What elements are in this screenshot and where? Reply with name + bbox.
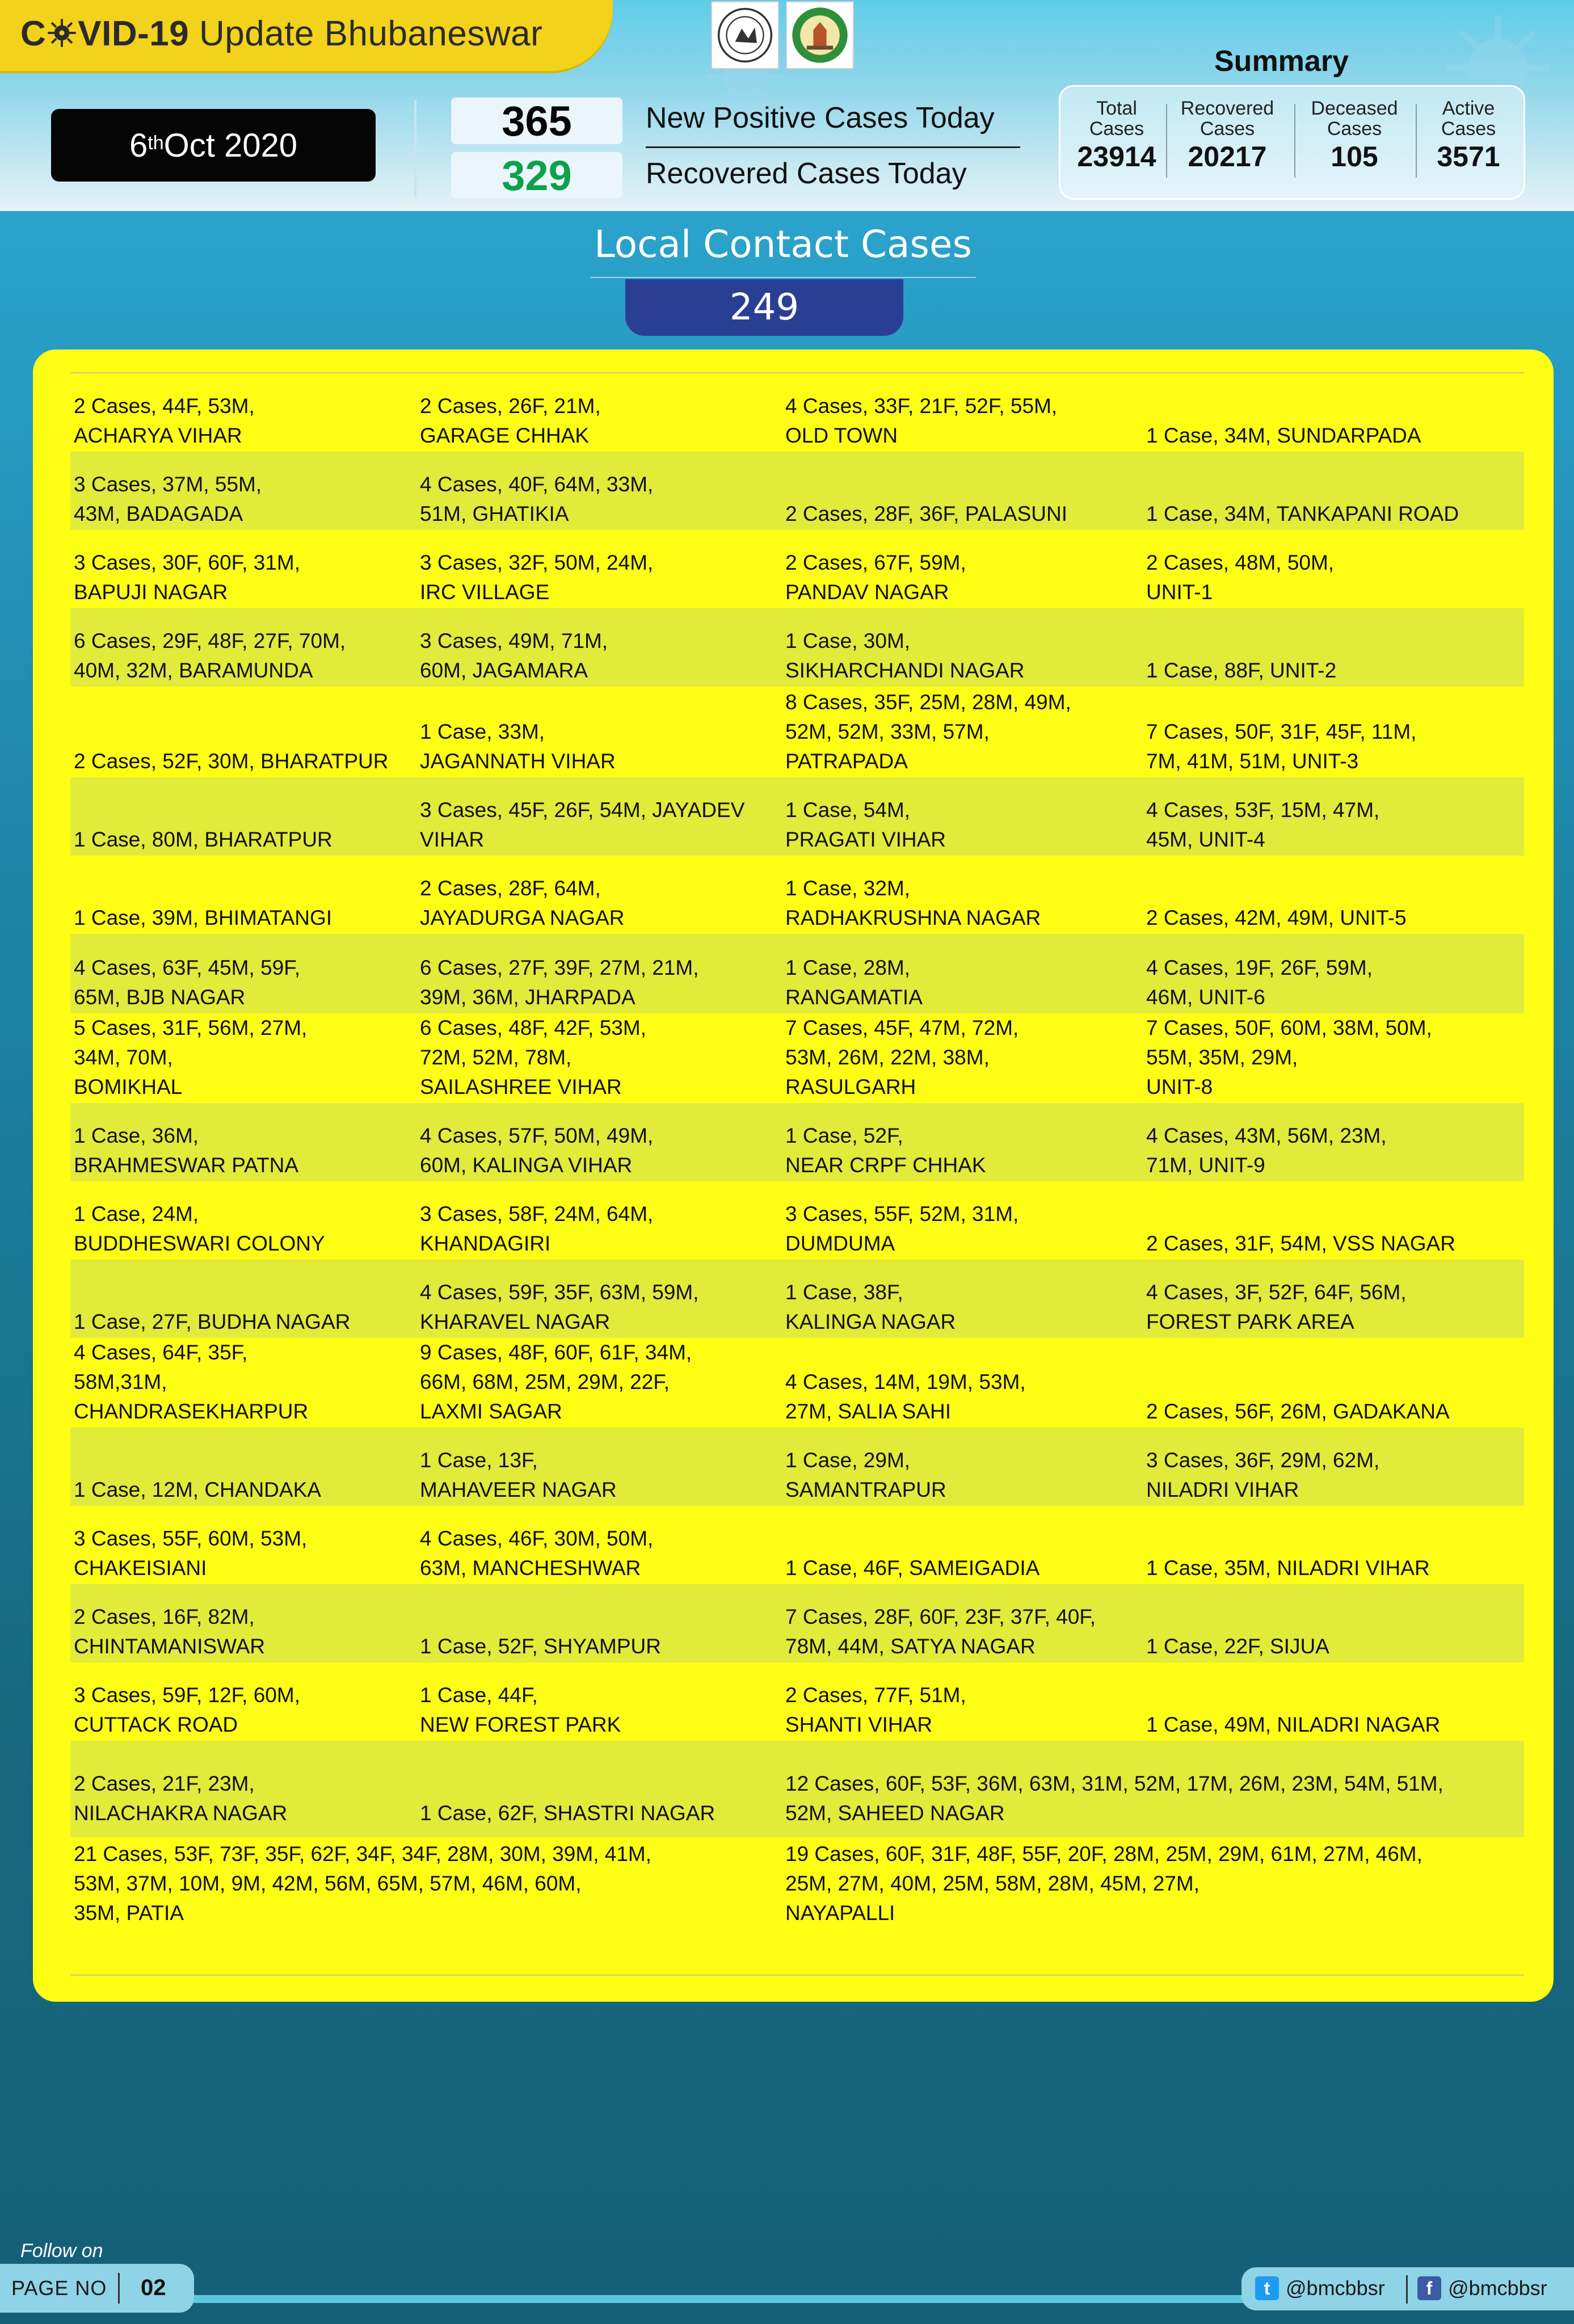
header-divider (414, 100, 416, 196)
table-cell: 2 Cases, 52F, 30M, BHARATPUR (74, 750, 389, 773)
table-row (70, 452, 1524, 530)
cases-table-panel (33, 350, 1554, 2002)
twitter-link[interactable] (1255, 2276, 1385, 2300)
table-cell: 2 Cases, 28F, 36F, PALASUNI (785, 502, 1067, 525)
table-cell: 7 Cases, 45F, 47M, 72M, 53M, 26M, 22M, 38M, RASULGARH (785, 1016, 1019, 1098)
table-cell: 9 Cases, 48F, 60F, 61F, 34M, 66M, 68M, 25M, 29M, 22F, LAXMI SAGAR (420, 1341, 692, 1423)
header (0, 0, 1574, 211)
table-cell: 1 Case, 27F, BUDHA NAGAR (74, 1310, 351, 1333)
table-row (70, 1260, 1524, 1338)
table-cell: 1 Case, 44F, NEW FOREST PARK (420, 1683, 621, 1736)
table-cell: 3 Cases, 59F, 12F, 60M, CUTTACK ROAD (74, 1683, 300, 1736)
table-cell: 4 Cases, 46F, 30M, 50M, 63M, MANCHESHWAR (420, 1527, 654, 1580)
table-row (70, 1013, 1524, 1103)
table-cell: 1 Case, 88F, UNIT-2 (1146, 659, 1337, 682)
page-number: 02 (141, 2275, 166, 2300)
social-divider (1406, 2275, 1408, 2304)
table-cell: 1 Case, 29M, SAMANTRAPUR (785, 1449, 946, 1501)
table-cell: 1 Case, 32M, RADHAKRUSHNA NAGAR (785, 877, 1041, 929)
table-cell: 3 Cases, 55F, 52M, 31M, DUMDUMA (785, 1202, 1019, 1255)
table-cell: 2 Cases, 48M, 50M, UNIT-1 (1146, 551, 1335, 604)
table-cell: 1 Case, 39M, BHIMATANGI (74, 906, 333, 929)
table-cell: 4 Cases, 33F, 21F, 52F, 55M, OLD TOWN (785, 394, 1058, 447)
table-cell: 2 Cases, 31F, 54M, VSS NAGAR (1146, 1232, 1455, 1255)
table-cell: 1 Case, 46F, SAMEIGADIA (785, 1556, 1040, 1580)
table-cell: 4 Cases, 59F, 35F, 63M, 59M, KHARAVEL NAGAR (420, 1281, 699, 1333)
table-cell: 2 Cases, 26F, 21M, GARAGE CHHAK (420, 394, 601, 447)
table-cell: 1 Case, 80M, BHARATPUR (74, 828, 333, 851)
table-cell: 7 Cases, 28F, 60F, 23F, 37F, 40F, 78M, 44M, SATYA NAGAR (785, 1605, 1096, 1658)
twitter-handle: @bmcbbsr (1286, 2276, 1385, 2300)
table-cell: 6 Cases, 48F, 42F, 53M, 72M, 52M, 78M, SAILASHREE VIHAR (420, 1016, 646, 1098)
table-cell: 3 Cases, 36F, 29M, 62M, NILADRI VIHAR (1146, 1449, 1380, 1501)
table-cell: 4 Cases, 14M, 19M, 53M, 27M, SALIA SAHI (785, 1370, 1026, 1423)
header-separator (646, 146, 1020, 148)
table-cell: 1 Case, 52F, SHYAMPUR (420, 1635, 661, 1658)
table-cell: 2 Cases, 56F, 26M, GADAKANA (1146, 1400, 1450, 1423)
table-row (70, 608, 1524, 687)
page-label: PAGE NO (11, 2276, 107, 2300)
twitter-icon: t (1255, 2276, 1279, 2300)
table-cell: 1 Case, 30M, SIKHARCHANDI NAGAR (785, 629, 1025, 682)
page-number-tab (0, 2264, 194, 2313)
summary-active: Active Cases 3571 (1437, 98, 1500, 172)
table-row (70, 1181, 1524, 1260)
table-row (70, 1103, 1524, 1181)
table-row (70, 777, 1524, 856)
table-cell: 3 Cases, 30F, 60F, 31M, BAPUJI NAGAR (74, 551, 300, 604)
table-row (70, 1662, 1524, 1741)
table-cell: 7 Cases, 50F, 31F, 45F, 11M, 7M, 41M, 51M, UNIT-3 (1146, 720, 1417, 773)
table-cell: 1 Case, 38F, KALINGA NAGAR (785, 1281, 956, 1333)
social-links (1241, 2267, 1574, 2310)
table-cell: 1 Case, 34M, SUNDARPADA (1146, 424, 1421, 447)
odisha-government-logo (711, 1, 779, 69)
table-cell: 1 Case, 49M, NILADRI NAGAR (1146, 1713, 1441, 1736)
table-cell: 1 Case, 12M, CHANDAKA (74, 1478, 321, 1501)
table-cell: 4 Cases, 3F, 52F, 64F, 56M, FOREST PARK AREA (1146, 1281, 1407, 1333)
summary-total: Total Cases 23914 (1077, 98, 1156, 172)
table-cell: 3 Cases, 32F, 50M, 24M, IRC VILLAGE (420, 551, 654, 604)
title-covid: VID-19 (78, 14, 190, 53)
table-cell: 3 Cases, 55F, 60M, 53M, CHAKEISIANI (74, 1527, 308, 1580)
page-divider (118, 2273, 120, 2304)
table-cell: 1 Case, 22F, SIJUA (1146, 1635, 1329, 1658)
table-cell: 4 Cases, 53F, 15M, 47M, 45M, UNIT-4 (1146, 798, 1380, 851)
table-cell: 1 Case, 35M, NILADRI VIHAR (1146, 1556, 1430, 1580)
table-cell: 19 Cases, 60F, 31F, 48F, 55F, 20F, 28M, 25M, 29M, 61M, 27M, 46M, 25M, 27M, 40M, 25M, 58M, 28M, 45M, 27M, NAYAPALLI (785, 1842, 1423, 1925)
title-c: C (20, 14, 47, 53)
table-cell: 4 Cases, 43M, 56M, 23M, 71M, UNIT-9 (1146, 1124, 1387, 1177)
table-cell: 7 Cases, 50F, 60M, 38M, 50M, 55M, 35M, 29M, UNIT-8 (1146, 1016, 1432, 1098)
summary-divider (1166, 104, 1167, 178)
table-cell: 2 Cases, 21F, 23M, NILACHAKRA NAGAR (74, 1772, 288, 1825)
table-cell: 3 Cases, 49M, 71M, 60M, JAGAMARA (420, 629, 608, 682)
summary-deceased: Deceased Cases 105 (1311, 98, 1398, 172)
local-contact-count: 249 (625, 279, 903, 336)
table-cell: 3 Cases, 58F, 24M, 64M, KHANDAGIRI (420, 1202, 654, 1255)
table-cell: 4 Cases, 19F, 26F, 59M, 46M, UNIT-6 (1146, 956, 1373, 1009)
table-row (70, 1837, 1524, 1951)
summary-box (1059, 85, 1525, 200)
summary-recovered: Recovered Cases 20217 (1180, 98, 1274, 172)
table-cell: 1 Case, 13F, MAHAVEER NAGAR (420, 1449, 617, 1501)
table-cell: 5 Cases, 31F, 56M, 27M, 34M, 70M, BOMIKHAL (74, 1016, 308, 1098)
table-row (70, 530, 1524, 608)
table-cell: 6 Cases, 29F, 48F, 27F, 70M, 40M, 32M, BARAMUNDA (74, 629, 346, 682)
table-cell: 4 Cases, 40F, 64M, 33M, 51M, GHATIKIA (420, 473, 654, 525)
local-contact-title: Local Contact Cases (594, 222, 972, 266)
table-cell: 8 Cases, 35F, 25M, 28M, 49M, 52M, 52M, 33M, 57M, PATRAPADA (785, 691, 1071, 773)
new-positive-count: 365 (451, 98, 622, 144)
table-cell: 1 Case, 28M, RANGAMATIA (785, 956, 923, 1009)
new-positive-label: New Positive Cases Today (646, 102, 995, 134)
summary-title: Summary (1214, 45, 1349, 78)
local-contact-underline (590, 277, 976, 278)
table-cell: 4 Cases, 64F, 35F, 58M,31M, CHANDRASEKHARPUR (74, 1341, 309, 1423)
table-cell: 2 Cases, 77F, 51M, SHANTI VIHAR (785, 1683, 966, 1736)
table-cell: 2 Cases, 44F, 53M, ACHARYA VIHAR (74, 394, 255, 447)
table-row (70, 1741, 1524, 1837)
table-cell: 4 Cases, 63F, 45M, 59F, 65M, BJB NAGAR (74, 956, 300, 1009)
table-cell: 1 Case, 52F, NEAR CRPF CHHAK (785, 1124, 986, 1177)
table-row (70, 1338, 1524, 1428)
table-bottom-line (70, 1974, 1524, 1976)
table-cell: 4 Cases, 57F, 50M, 49M, 60M, KALINGA VIHAR (420, 1124, 654, 1177)
table-row (70, 1584, 1524, 1662)
table-row (70, 934, 1524, 1013)
table-cell: 12 Cases, 60F, 53F, 36M, 63M, 31M, 52M, 17M, 26M, 23M, 54M, 51M, 52M, SAHEED NAGAR (785, 1772, 1443, 1825)
recovered-label: Recovered Cases Today (646, 157, 967, 190)
table-row (70, 1506, 1524, 1584)
table-cell: 21 Cases, 53F, 73F, 35F, 62F, 34F, 34F, 28M, 30M, 39M, 41M, 53M, 37M, 10M, 9M, 42M, 56M, 65M, 57M, 46M, 60M, 35M, PATIA (74, 1842, 652, 1925)
summary-divider (1416, 104, 1417, 178)
table-cell: 1 Case, 54M, PRAGATI VIHAR (785, 798, 946, 851)
table-cell: 2 Cases, 42M, 49M, UNIT-5 (1146, 906, 1407, 929)
report-date: 6 $^{th}$ Oct 2020 (51, 109, 376, 182)
table-row (70, 687, 1524, 777)
table-row (70, 373, 1524, 452)
title-banner (0, 0, 613, 71)
table-cell: 3 Cases, 37M, 55M, 43M, BADAGADA (74, 473, 262, 525)
table-row (70, 856, 1524, 934)
virus-icon (46, 17, 78, 49)
page-title (20, 14, 542, 54)
facebook-link[interactable] (1417, 2276, 1547, 2300)
table-cell: 1 Case, 62F, SHASTRI NAGAR (420, 1801, 716, 1825)
bmc-logo (786, 1, 854, 69)
table-row (70, 1428, 1524, 1506)
table-cell: 1 Case, 34M, TANKAPANI ROAD (1146, 502, 1459, 525)
table-cell: 1 Case, 33M, JAGANNATH VIHAR (420, 720, 616, 773)
follow-on-label: Follow on (20, 2240, 103, 2262)
summary-divider (1294, 104, 1295, 178)
table-cell: 2 Cases, 28F, 64M, JAYADURGA NAGAR (420, 877, 625, 929)
facebook-icon: f (1417, 2276, 1441, 2300)
facebook-handle: @bmcbbsr (1448, 2276, 1547, 2300)
table-cell: 6 Cases, 27F, 39F, 27M, 21M, 39M, 36M, JHARPADA (420, 956, 699, 1009)
table-cell: 3 Cases, 45F, 26F, 54M, JAYADEV VIHAR (420, 798, 745, 851)
recovered-count: 329 (451, 152, 622, 199)
table-cell: 1 Case, 24M, BUDDHESWARI COLONY (74, 1202, 325, 1255)
title-city: Update Bhubaneswar (189, 14, 543, 53)
table-cell: 2 Cases, 67F, 59M, PANDAV NAGAR (785, 551, 966, 604)
table-cell: 1 Case, 36M, BRAHMESWAR PATNA (74, 1124, 299, 1177)
table-cell: 2 Cases, 16F, 82M, CHINTAMANISWAR (74, 1605, 266, 1658)
